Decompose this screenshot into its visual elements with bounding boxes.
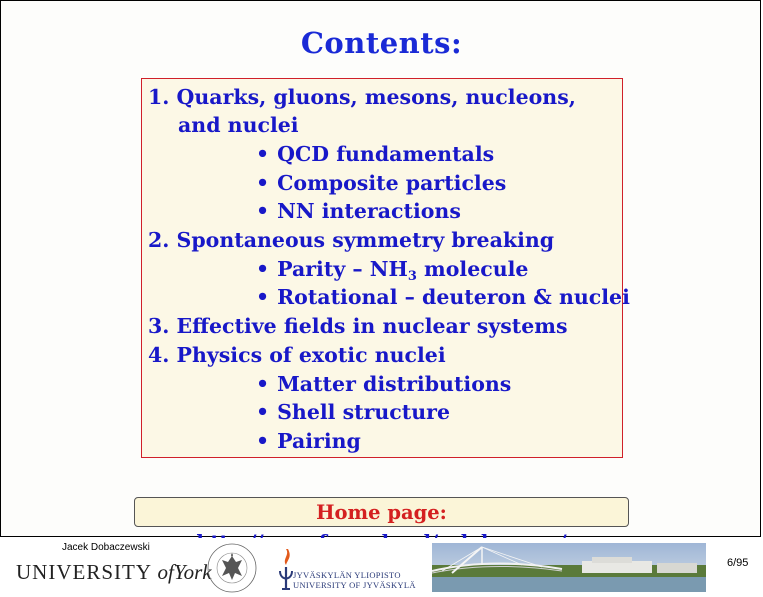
subscript: 3 bbox=[407, 269, 417, 284]
jyu-line-2: UNIVERSITY OF JYVÄSKYLÄ bbox=[293, 580, 416, 590]
campus-photo bbox=[432, 543, 706, 592]
jyvaskyla-logo-text bbox=[293, 570, 416, 590]
bullet: • bbox=[256, 285, 270, 309]
bullet: • bbox=[256, 142, 270, 166]
home-page-box bbox=[134, 497, 629, 527]
slide-title: Contents: bbox=[300, 26, 463, 60]
warsaw-seal-icon bbox=[206, 542, 258, 594]
page-number: 6/95 bbox=[727, 557, 749, 569]
bullet: • bbox=[256, 171, 270, 195]
york-logo-of: of bbox=[157, 560, 174, 584]
bullet: • bbox=[256, 372, 270, 396]
bullet: • bbox=[256, 429, 270, 453]
contents-subitem-label: Pairing bbox=[277, 429, 361, 453]
bullet: • bbox=[256, 199, 270, 223]
york-logo bbox=[16, 560, 212, 585]
contents-item-2: 2. Spontaneous symmetry breaking bbox=[148, 228, 555, 252]
york-logo-city: York bbox=[173, 560, 212, 584]
contents-subitem-label: Rotational – deuteron & nuclei bbox=[277, 285, 630, 309]
bullet: • bbox=[256, 257, 270, 281]
contents-item-1: 1. Quarks, gluons, mesons, nucleons, bbox=[148, 85, 576, 109]
contents-subitem-label-end: molecule bbox=[416, 257, 529, 281]
contents-subitem-label: NN interactions bbox=[277, 199, 461, 223]
contents-subitem bbox=[256, 171, 506, 195]
contents-item-3: 3. Effective fields in nuclear systems bbox=[148, 314, 568, 338]
home-page-label: Home page: bbox=[316, 501, 447, 524]
contents-subitem bbox=[256, 142, 494, 166]
contents-subitem-label: Matter distributions bbox=[277, 372, 512, 396]
contents-subitem bbox=[256, 400, 450, 424]
contents-item-1-cont: and nuclei bbox=[178, 113, 299, 137]
york-logo-university: UNIVERSITY bbox=[16, 560, 152, 584]
contents-subitem bbox=[256, 372, 511, 396]
contents-item-4: 4. Physics of exotic nuclei bbox=[148, 343, 446, 367]
contents-subitem-label: QCD fundamentals bbox=[277, 142, 495, 166]
contents-subitem bbox=[256, 199, 461, 223]
contents-subitem-label: Composite particles bbox=[277, 171, 507, 195]
bullet: • bbox=[256, 400, 270, 424]
contents-subitem bbox=[256, 429, 361, 453]
jyu-line-1: JYVÄSKYLÄN YLIOPISTO bbox=[293, 570, 401, 580]
contents-subitem-label: Shell structure bbox=[277, 400, 450, 424]
author-name: Jacek Dobaczewski bbox=[62, 542, 150, 553]
contents-subitem bbox=[256, 285, 630, 309]
contents-subitem-label: Parity – NH bbox=[277, 257, 408, 281]
